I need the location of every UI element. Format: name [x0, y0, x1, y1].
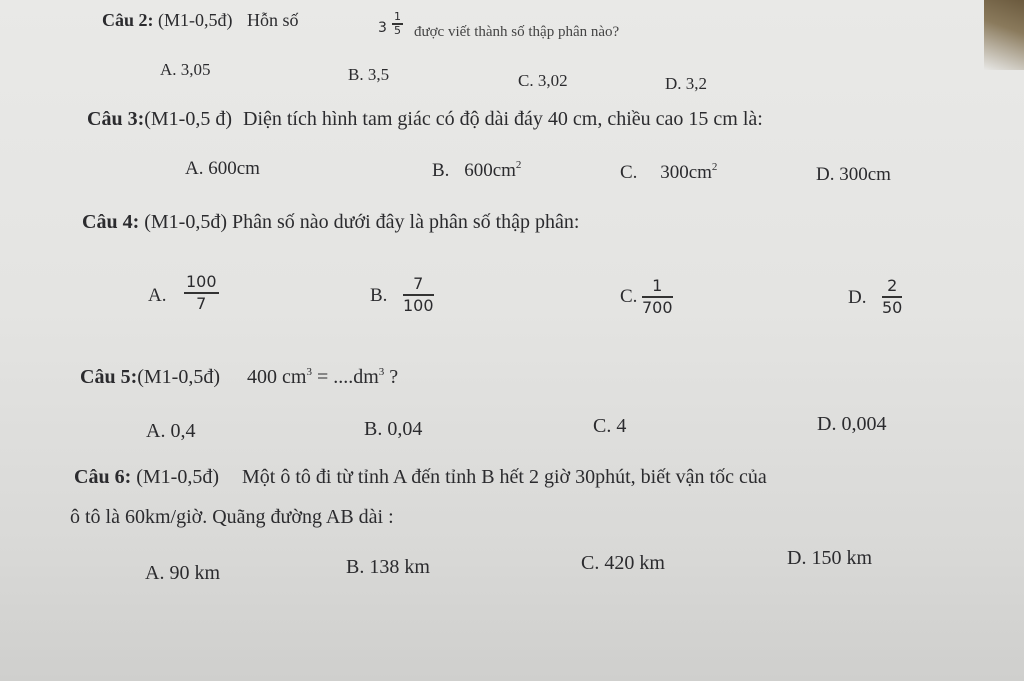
q5-label: Câu 5: [80, 366, 138, 388]
q4-option-c-num: 1 [652, 276, 663, 295]
q3-option-d: D. 300cm [816, 164, 891, 185]
q4-option-d-fraction [882, 276, 902, 318]
q4-option-c-prefix: C. [620, 286, 638, 307]
q2-mixed-den: 5 [394, 23, 401, 37]
q6-option-d: D. 150 km [787, 547, 872, 569]
q3-option-b [432, 160, 521, 182]
q4-option-d-den: 50 [882, 297, 903, 317]
q4-option-c-den: 700 [642, 297, 673, 317]
q6-option-a: A. 90 km [145, 562, 220, 584]
q2-text-after: được viết thành số thập phân nào? [414, 24, 620, 40]
q4-option-a-fraction [184, 272, 219, 314]
q6-label: Câu 6: [74, 466, 132, 488]
q4-line [82, 211, 579, 234]
q2-text-before: Hỗn số [247, 10, 299, 30]
q4-meta: (M1-0,5đ) [144, 211, 227, 233]
q4-option-a-den: 7 [196, 293, 207, 313]
q5-expr-mid: = ....dm [311, 366, 379, 388]
q2-meta: (M1-0,5đ) [158, 10, 233, 30]
q3-option-c-prefix: C. [620, 162, 638, 183]
q5-meta: (M1-0,5đ) [137, 366, 220, 388]
q6-text-line1: Một ô tô đi từ tỉnh A đến tỉnh B hết 2 giờ 30phút, biết vận tốc của [242, 466, 767, 488]
q5-exp1: 3 [306, 366, 312, 378]
q5-expr-end: ? [384, 366, 399, 388]
q2-option-b: B. 3,5 [348, 65, 390, 84]
q4-option-c-fraction [642, 276, 673, 318]
q3-option-b-value: 600cm [464, 160, 516, 181]
q4-option-a-num: 100 [186, 272, 217, 291]
q6-option-c: C. 420 km [581, 552, 665, 574]
q4-option-d-prefix: D. [848, 287, 867, 308]
q4-text: Phân số nào dưới đây là phân số thập phân: [232, 211, 580, 233]
q3-option-c-value: 300cm [660, 162, 712, 183]
q5-option-a: A. 0,4 [146, 420, 196, 442]
q6-option-b: B. 138 km [346, 556, 430, 578]
q2-mixed-num: 1 [394, 10, 401, 23]
q5-option-c: C. 4 [593, 415, 627, 437]
q3-meta: (M1-0,5 đ) [144, 108, 232, 130]
q4-option-b-num: 7 [413, 274, 424, 293]
q3-option-b-exp: 2 [515, 159, 522, 171]
q6-meta: (M1-0,5đ) [136, 466, 219, 488]
q3-option-c [620, 162, 717, 184]
q2-line [102, 10, 299, 31]
q2-option-c: C. 3,02 [518, 71, 568, 90]
q5-expr-left: 400 cm [247, 366, 307, 388]
q5-option-b: B. 0,04 [364, 418, 423, 440]
q2-option-d: D. 3,2 [665, 74, 708, 93]
q3-text: Diện tích hình tam giác có độ dài đáy 40 cm, chiều cao 15 cm là: [243, 108, 763, 130]
q3-option-a: A. 600cm [185, 158, 260, 179]
q2-mixed-whole: 3 [378, 20, 387, 36]
q3-line [87, 108, 763, 131]
q2-label: Câu 2: [102, 10, 154, 30]
q4-option-d-num: 2 [887, 276, 898, 295]
q6-line1 [74, 466, 767, 489]
q6-text-line2: ô tô là 60km/giờ. Quãng đường AB dài : [70, 506, 394, 528]
q2-option-a: A. 3,05 [160, 60, 211, 79]
q3-option-b-prefix: B. [432, 160, 450, 181]
q4-label: Câu 4: [82, 211, 140, 233]
q5-exp2: 3 [378, 366, 385, 378]
q4-option-b-prefix: B. [370, 285, 388, 306]
q4-option-a-prefix: A. [148, 285, 167, 306]
q4-option-b-fraction [403, 274, 434, 316]
page-corner-shadow [984, 0, 1024, 70]
q3-option-c-exp: 2 [711, 161, 718, 173]
q2-mixed-fraction [392, 11, 403, 37]
q4-option-b-den: 100 [403, 295, 434, 315]
q5-option-d: D. 0,004 [817, 413, 887, 435]
q3-label: Câu 3: [87, 108, 145, 130]
q5-line [80, 366, 398, 389]
